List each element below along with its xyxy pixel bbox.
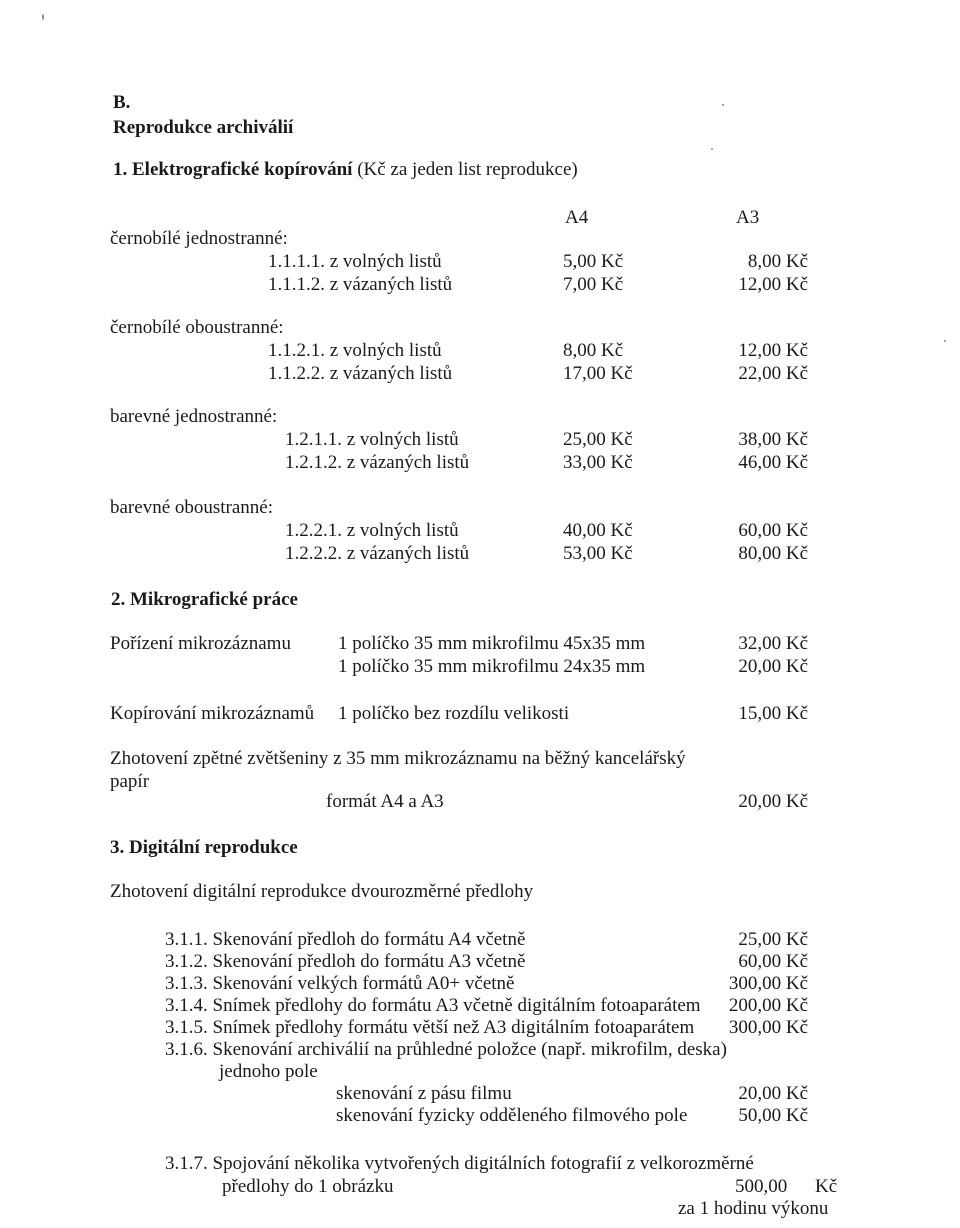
digital-item-text: 3.1.5. Snímek předlohy formátu větší než A3 digitálním fotoaparátem [165,1017,695,1038]
porizeni-desc: 1 políčko 35 mm mikrofilmu 24x35 mm [338,656,646,677]
zvetsenina-text: Zhotovení zpětné zvětšeniny z 35 mm mikrozáznamu na běžný kancelářský [110,748,686,769]
format-price: 20,00 Kč [738,791,808,812]
scan-speck [711,148,713,150]
digital-item-text: 3.1.2. Skenování předloh do formátu A3 včetně [165,951,526,972]
price-row-item: 1.1.2.1. z volných listů [268,340,442,361]
digital-item-text: 3.1.1. Skenování předloh do formátu A4 včetně [165,929,526,950]
col-header-a4: A4 [565,207,589,228]
digital-item-text: 3.1.4. Snímek předlohy do formátu A3 včetně digitálním fotoaparátem [165,995,701,1016]
price-row-a4: 40,00 Kč [563,520,633,541]
group-label: černobílé oboustranné: [110,317,284,338]
price-row-a4: 25,00 Kč [563,429,633,450]
kopirovani-desc: 1 políčko bez rozdílu velikosti [338,703,570,724]
digital-item-price: 25,00 Kč [738,929,808,950]
price-row-a3: 8,00 Kč [747,251,808,272]
price-row-a4: 53,00 Kč [563,543,633,564]
porizeni-price: 32,00 Kč [738,633,808,654]
price-row-a3: 38,00 Kč [738,429,808,450]
digital-item-text: 3.1.3. Skenování velkých formátů A0+ včetně [165,973,515,994]
digital-item-7-text: 3.1.7. Spojování několika vytvořených digitálních fotografií z velkorozměrné [165,1153,754,1174]
digital-item-7-currency: Kč [815,1176,838,1197]
zvetsenina-text-cont: papír [110,771,150,792]
digital-item-price: 200,00 Kč [728,995,808,1016]
digital-item-7-note: za 1 hodinu výkonu [678,1198,829,1219]
s1-heading-rest: (Kč za jeden list reprodukce) [357,159,578,180]
digital-item-price: 300,00 Kč [728,1017,808,1038]
section-title: Reprodukce archiválií [113,117,294,138]
digital-item-7-amount: 500,00 [735,1176,788,1197]
price-row-item: 1.1.1.1. z volných listů [268,251,442,272]
section-letter: B. [113,92,131,113]
group-label: barevné jednostranné: [110,406,278,427]
digital-item-6-text: 3.1.6. Skenování archiválií na průhledné položce (např. mikrofilm, deska) [165,1039,727,1060]
s3-heading: 3. Digitální reprodukce [110,837,298,858]
price-row-a3: 46,00 Kč [738,452,808,473]
price-row-a4: 5,00 Kč [563,251,624,272]
format-desc: formát A4 a A3 [326,791,444,812]
digital-item-6-cont: jednoho pole [219,1061,318,1082]
price-row-item: 1.1.1.2. z vázaných listů [268,274,453,295]
digital-subitem-desc: skenování fyzicky odděleného filmového pole [336,1105,688,1126]
porizeni-price: 20,00 Kč [738,656,808,677]
scan-speck [944,340,946,342]
price-row-item: 1.2.2.1. z volných listů [285,520,459,541]
s1-heading-bold: 1. Elektrografické kopírování [113,159,353,180]
price-row-a4: 33,00 Kč [563,452,633,473]
price-row-item: 1.2.1.2. z vázaných listů [285,452,470,473]
price-row-a3: 12,00 Kč [738,340,808,361]
group-label: barevné oboustranné: [110,497,274,518]
digital-item-price: 300,00 Kč [728,973,808,994]
scan-speck [42,14,44,20]
price-row-a4: 17,00 Kč [563,363,633,384]
price-row-a3: 60,00 Kč [738,520,808,541]
price-row-a4: 7,00 Kč [563,274,624,295]
digital-item-7-cont: předlohy do 1 obrázku [222,1176,394,1197]
kopirovani-label: Kopírování mikrozáznamů [110,703,315,724]
digital-subitem-price: 20,00 Kč [738,1083,808,1104]
porizeni-desc: 1 políčko 35 mm mikrofilmu 45x35 mm [338,633,646,654]
s3-intro: Zhotovení digitální reprodukce dvourozměrné předlohy [110,881,534,902]
kopirovani-price: 15,00 Kč [738,703,808,724]
col-header-a3: A3 [736,207,760,228]
digital-item-price: 60,00 Kč [738,951,808,972]
price-row-a4: 8,00 Kč [563,340,624,361]
price-row-a3: 22,00 Kč [738,363,808,384]
scan-speck [722,104,724,106]
digital-subitem-desc: skenování z pásu filmu [336,1083,512,1104]
s1-heading [113,160,578,179]
price-row-a3: 12,00 Kč [738,274,808,295]
group-label: černobílé jednostranné: [110,228,288,249]
porizeni-label: Pořízení mikrozáznamu [110,633,291,654]
s2-heading: 2. Mikrografické práce [111,589,298,610]
digital-subitem-price: 50,00 Kč [738,1105,808,1126]
price-row-item: 1.2.2.2. z vázaných listů [285,543,470,564]
price-row-a3: 80,00 Kč [738,543,808,564]
price-row-item: 1.1.2.2. z vázaných listů [268,363,453,384]
price-row-item: 1.2.1.1. z volných listů [285,429,459,450]
